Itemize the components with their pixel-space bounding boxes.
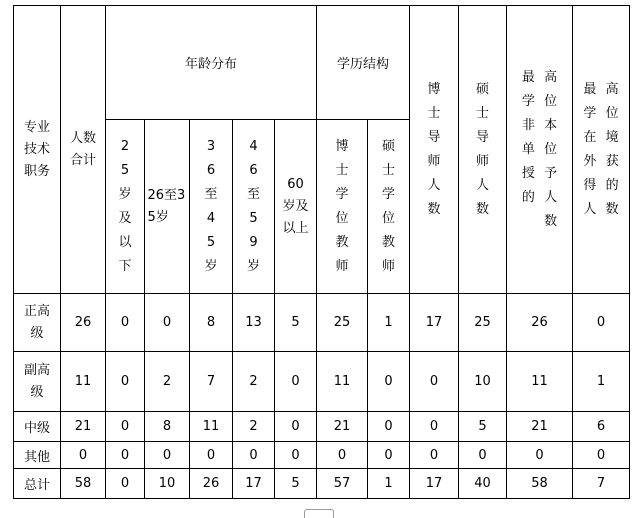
header-edu-2-cell <box>368 120 410 294</box>
table-row <box>14 294 630 352</box>
cell: 0 <box>106 294 145 352</box>
cell: 0 <box>317 442 368 469</box>
cell: 8 <box>190 294 233 352</box>
header-phd-sup-cell <box>410 6 459 294</box>
header-title: 专业技术职务 <box>23 119 50 179</box>
cell: 5 <box>459 412 507 442</box>
cell: 2 <box>145 352 190 412</box>
cell: 0 <box>275 412 317 442</box>
cell: 11 <box>507 352 573 412</box>
cell: 0 <box>106 412 145 442</box>
table-row <box>14 442 630 469</box>
cell: 0 <box>190 442 233 469</box>
header-age-group <box>106 6 317 120</box>
cell: 0 <box>368 412 410 442</box>
header-deg-b-left: 最学在外得人 <box>583 81 597 217</box>
header-edu-1-cell <box>317 120 368 294</box>
cell: 0 <box>106 352 145 412</box>
header-deg-b <box>573 78 629 222</box>
header-age-1: 25岁及以下 <box>118 138 132 274</box>
cell: 58 <box>61 469 106 499</box>
cell: 11 <box>317 352 368 412</box>
cell: 10 <box>145 469 190 499</box>
cell: 0 <box>106 442 145 469</box>
cell: 17 <box>233 469 275 499</box>
cell: 0 <box>410 412 459 442</box>
cell: 0 <box>275 442 317 469</box>
cell: 7 <box>573 469 630 499</box>
cell: 0 <box>145 442 190 469</box>
cell: 17 <box>410 294 459 352</box>
header-deg-a-cell <box>507 6 573 294</box>
cell: 0 <box>106 469 145 499</box>
cell: 1 <box>368 469 410 499</box>
cell: 7 <box>190 352 233 412</box>
header-edu-2: 硕士学位教师 <box>381 138 395 274</box>
cell: 21 <box>61 412 106 442</box>
stats-table <box>13 5 630 499</box>
cell: 25 <box>317 294 368 352</box>
cell: 0 <box>573 442 630 469</box>
header-ms-sup-cell <box>459 6 507 294</box>
cell: 0 <box>573 294 630 352</box>
cell: 5 <box>275 469 317 499</box>
header-edu-group <box>317 6 410 120</box>
table-row <box>14 352 630 412</box>
header-deg-b-cell <box>573 6 630 294</box>
header-age-2: 26至35岁 <box>147 187 186 225</box>
table-row <box>14 469 630 499</box>
header-age-group-label: 年龄分布 <box>184 57 237 72</box>
cell: 26 <box>61 294 106 352</box>
cell: 1 <box>573 352 630 412</box>
cell: 26 <box>190 469 233 499</box>
header-ms-sup: 硕士导师人数 <box>475 81 489 217</box>
row-label: 中级 <box>14 412 61 442</box>
cell: 1 <box>368 294 410 352</box>
header-total: 人数合计 <box>69 130 96 168</box>
cell: 0 <box>233 442 275 469</box>
cell: 0 <box>507 442 573 469</box>
cell: 21 <box>317 412 368 442</box>
header-deg-a-left: 最学非单授的 <box>521 69 535 205</box>
header-age-2-cell <box>145 120 190 294</box>
header-edu-1: 博士学位教师 <box>335 138 349 274</box>
cell: 58 <box>507 469 573 499</box>
header-age-3: 36至45岁 <box>204 138 218 274</box>
cell: 0 <box>410 352 459 412</box>
cell: 6 <box>573 412 630 442</box>
cell: 13 <box>233 294 275 352</box>
cell: 0 <box>368 442 410 469</box>
cell: 11 <box>61 352 106 412</box>
cell: 8 <box>145 412 190 442</box>
cell: 5 <box>275 294 317 352</box>
cell: 0 <box>275 352 317 412</box>
cell: 11 <box>190 412 233 442</box>
cell: 57 <box>317 469 368 499</box>
cell: 0 <box>61 442 106 469</box>
header-age-1-cell <box>106 120 145 294</box>
header-deg-b-right: 高位境获的数 <box>605 81 619 217</box>
header-age-5-cell <box>275 120 317 294</box>
cell: 10 <box>459 352 507 412</box>
header-age-4-cell <box>233 120 275 294</box>
cell: 26 <box>507 294 573 352</box>
cell: 2 <box>233 412 275 442</box>
cell: 0 <box>145 294 190 352</box>
row-label: 其他 <box>14 442 61 469</box>
table-row <box>14 412 630 442</box>
header-total-cell <box>61 6 106 294</box>
header-edu-group-label: 学历结构 <box>336 57 389 72</box>
cell: 0 <box>368 352 410 412</box>
header-age-3-cell <box>190 120 233 294</box>
header-age-4: 46至59岁 <box>246 138 260 274</box>
header-age-5: 60岁及以上 <box>282 176 309 236</box>
cell: 25 <box>459 294 507 352</box>
row-label: 总计 <box>14 469 61 499</box>
header-deg-a-right: 高位本位予人数 <box>544 69 558 229</box>
cell: 2 <box>233 352 275 412</box>
cell: 21 <box>507 412 573 442</box>
header-deg-a <box>507 66 572 234</box>
cell: 0 <box>459 442 507 469</box>
row-label: 副高级 <box>14 352 61 412</box>
header-title-cell <box>14 6 61 294</box>
cell: 0 <box>410 442 459 469</box>
row-label: 正高级 <box>14 294 61 352</box>
cell: 40 <box>459 469 507 499</box>
header-phd-sup: 博士导师人数 <box>427 81 441 217</box>
cell: 17 <box>410 469 459 499</box>
